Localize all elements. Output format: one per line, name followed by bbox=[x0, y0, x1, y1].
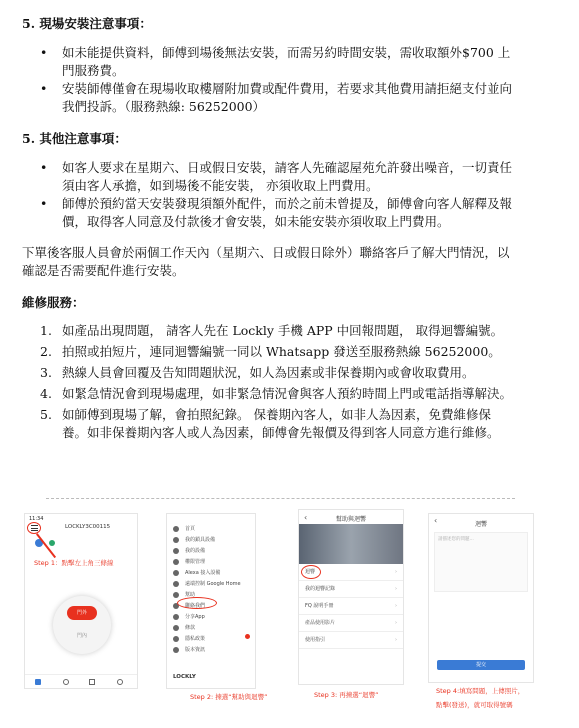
screenshot-help bbox=[298, 509, 404, 685]
screenshot-home bbox=[24, 513, 138, 689]
share-tab-icon bbox=[89, 679, 95, 685]
list-item: 2. 拍照或拍短片，連同迴響編號一同以 Whatsapp 發送至服務熱線 56252000。 bbox=[40, 344, 501, 359]
menu-item: 幫助 bbox=[167, 588, 255, 602]
repair-steps-list bbox=[22, 322, 555, 442]
ring-bottom-label: 門內 bbox=[76, 633, 87, 639]
installation-notes-list bbox=[22, 44, 555, 116]
list-item: 3. 熱線人員會回覆及告知問題狀況，如人為因素或非保養期內或會收取費用。 bbox=[40, 365, 475, 380]
home-tab-icon bbox=[35, 679, 41, 685]
menu-item: Alexa 接入設備 bbox=[167, 566, 255, 580]
section-title-installation: 5. 現場安裝注意事項： bbox=[22, 16, 152, 31]
highlight-circle bbox=[301, 565, 321, 579]
battery-icon bbox=[49, 540, 55, 546]
lock-ring bbox=[53, 596, 111, 654]
section-title-repair: 維修服務： bbox=[22, 295, 85, 310]
settings-row: 產品使用影片 › bbox=[299, 615, 403, 632]
help-title: 幫助與迴響 bbox=[335, 516, 366, 523]
list-item: • 安裝師傅僅會在現場收取樓層附加費或配件費用，若要求其他費用請拒絕支付並向 我們投訴。（服務熱線: 56252000） bbox=[62, 80, 555, 116]
app-screenshots bbox=[16, 505, 564, 725]
screenshot-feedback bbox=[428, 513, 534, 683]
contact-paragraph: 下單後客服人員會於兩個工作天內（星期六、日或假日除外）聯絡客戶了解大門情況，以 確認是否需要配件進行安裝。 bbox=[22, 245, 510, 278]
menu-item: 分享App bbox=[167, 610, 255, 624]
section-title-other: 5. 其他注意事項： bbox=[22, 131, 127, 146]
screenshot-menu bbox=[166, 513, 256, 689]
settings-row: 我的迴響記錄 › bbox=[299, 581, 403, 598]
settings-row: 使用指引 › bbox=[299, 632, 403, 649]
feedback-title: 迴響 bbox=[474, 521, 487, 528]
menu-item: 版本資訊 bbox=[167, 643, 255, 657]
settings-row-feedback: 迴響 › bbox=[299, 564, 403, 581]
list-item: • 如未能提供資料，師傅到場後無法安裝，而需另約時間安裝，需收取額外$700 上 門服務費。 bbox=[62, 44, 555, 80]
submit-button: 提交 bbox=[437, 660, 525, 670]
highlight-circle bbox=[27, 522, 41, 534]
users-tab-icon bbox=[63, 679, 69, 685]
back-icon: ‹ bbox=[304, 513, 308, 522]
brand-logo: LOCKLY bbox=[173, 674, 196, 680]
step3-caption: Step 3: 再揀選“迴響” bbox=[314, 691, 379, 699]
settings-row: FQ 說明手冊 › bbox=[299, 598, 403, 615]
status-time: 11:34 bbox=[29, 516, 44, 522]
step2-caption: Step 2: 揀選“幫助與迴響” bbox=[190, 693, 268, 701]
list-item: 5. 如師傅到現場了解，會拍照紀錄。 保養期內客人，如非人為因素，免費維修保 養。如非保養期內客人或人為因素，師傅會先報價及得到客人同意方進行維修。 bbox=[40, 407, 500, 440]
step1-caption: Step 1：點擊左上角三條線 bbox=[34, 559, 114, 567]
back-icon: ‹ bbox=[434, 516, 438, 525]
menu-item: 條款 bbox=[167, 621, 255, 635]
unlock-button: 門外 bbox=[67, 606, 97, 620]
other-notes-list bbox=[22, 159, 555, 231]
list-item: • 如客人要求在星期六、日或假日安裝，請客人先確認屋苑允許發出噪音，一切責任 須由客人承擔，如到場後不能安裝， 亦須收取上門費用。 bbox=[62, 159, 555, 195]
list-item: • 師傅於預約當天安裝發現須額外配件，而於之前未曾提及，師傅會向客人解釋及報 價，取得客人同意及付款後才會安裝，如未能安裝亦須收取上門費用。 bbox=[62, 195, 555, 231]
menu-item: 隱私政策 bbox=[167, 632, 255, 646]
list-item: 4. 如緊急情況會到現場處理，如非緊急情況會與客人預約時間上門或電話指導解決。 bbox=[40, 386, 513, 401]
menu-item: 我的設備 bbox=[167, 544, 255, 558]
menu-item: 我的鎖具設備 bbox=[167, 533, 255, 547]
menu-item: 首頁 bbox=[167, 522, 255, 536]
menu-item: 遠端控制 Google Home bbox=[167, 577, 255, 591]
divider bbox=[46, 498, 515, 499]
cursor-dot bbox=[245, 634, 250, 639]
feedback-textarea: 請描述您的問題... bbox=[434, 532, 528, 592]
settings-tab-icon bbox=[117, 679, 123, 685]
menu-item-contact: 聯絡我們 bbox=[167, 599, 255, 613]
list-item: 1. 如產品出現問題， 請客人先在 Lockly 手機 APP 中回報問題， 取得迴響編號。 bbox=[40, 323, 504, 338]
step4-caption: Step 4:填寫問題，上傳照片， 點擊(發送)，就可取得號碼 bbox=[436, 687, 525, 709]
bottom-nav bbox=[25, 674, 137, 688]
help-banner bbox=[299, 524, 403, 564]
menu-item: 權限管理 bbox=[167, 555, 255, 569]
device-name: LOCKLY3C00115 bbox=[65, 524, 111, 530]
highlight-circle bbox=[177, 597, 217, 609]
